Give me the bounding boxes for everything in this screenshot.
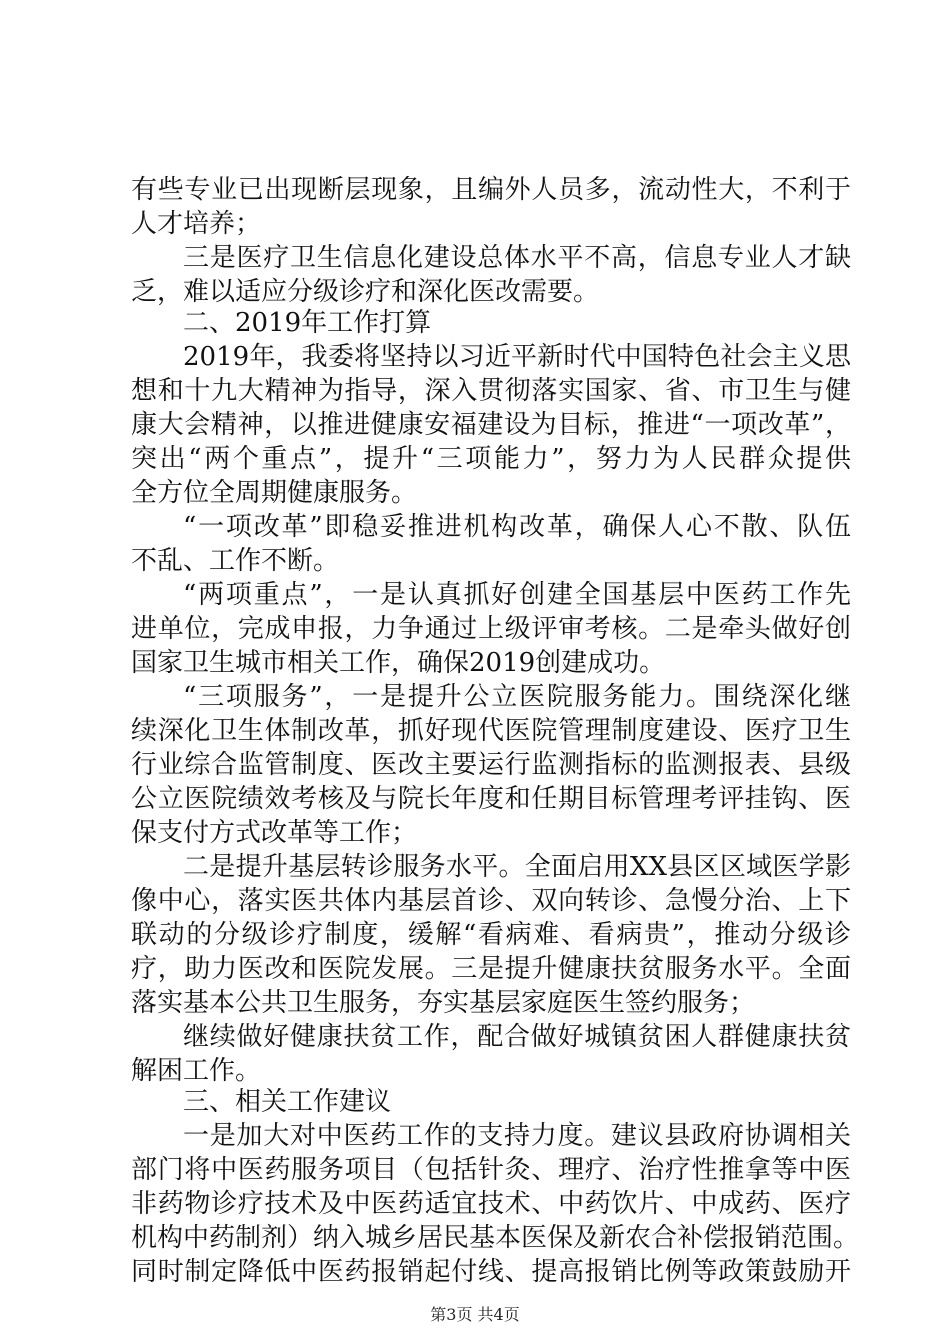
text-line: 保支付方式改革等工作； — [131, 818, 418, 848]
text-line: 公立医院绩效考核及与院长年度和任期目标管理考评挂钩、医 — [131, 784, 851, 814]
text-line: “一项改革”即稳妥推进机构改革，确保人心不散、队伍 — [183, 512, 851, 542]
text-line: 进单位，完成申报，力争通过上级评审考核。二是牵头做好创 — [131, 614, 851, 644]
text-line: 解困工作。 — [131, 1056, 262, 1086]
text-line: 继续做好健康扶贫工作，配合做好城镇贫困人群健康扶贫 — [183, 1022, 851, 1052]
text-line: “三项服务”，一是提升公立医院服务能力。围绕深化继 — [183, 682, 851, 712]
text-line: 突出“两个重点”，提升“三项能力”，努力为人民群众提供 — [131, 444, 851, 474]
text-line: 全方位全周期健康服务。 — [131, 478, 418, 508]
text-line: 有些专业已出现断层现象，且编外人员多，流动性大，不利于 — [131, 175, 851, 205]
text-line: 疗，助力医改和医院发展。三是提升健康扶贫服务水平。全面 — [131, 954, 851, 984]
text-line: 机构中药制剂）纳入城乡居民基本医保及新农合补偿报销范围。 — [131, 1223, 860, 1253]
text-line: 联动的分级诊疗制度，缓解“看病难、看病贵”，推动分级诊 — [131, 920, 851, 950]
text-line: 非药物诊疗技术及中医药适宜技术、中药饮片、中成药、医疗 — [131, 1189, 851, 1219]
text-line: 像中心，落实医共体内基层首诊、双向转诊、急慢分治、上下 — [131, 886, 851, 916]
text-line: 一是加大对中医药工作的支持力度。建议县政府协调相关 — [183, 1121, 851, 1151]
text-line: 同时制定降低中医药报销起付线、提高报销比例等政策鼓励开 — [131, 1257, 851, 1287]
text-line: 不乱、工作不断。 — [131, 546, 340, 576]
page-number-footer: 第3页 共4页 — [430, 1305, 520, 1324]
text-line: 行业综合监管制度、医改主要运行监测指标的监测报表、县级 — [131, 750, 851, 780]
text-line: 人才培养； — [131, 209, 262, 239]
section-heading: 三、相关工作建议 — [183, 1087, 392, 1117]
text-line: 国家卫生城市相关工作，确保2019创建成功。 — [131, 648, 666, 678]
text-line: 想和十九大精神为指导，深入贯彻落实国家、省、市卫生与健 — [131, 376, 851, 406]
text-line: 部门将中医药服务项目（包括针灸、理疗、治疗性推拿等中医 — [131, 1155, 851, 1185]
text-line: 2019年，我委将坚持以习近平新时代中国特色社会主义思 — [183, 342, 851, 372]
text-line: “两项重点”，一是认真抓好创建全国基层中医药工作先 — [183, 580, 851, 610]
text-line: 三是医疗卫生信息化建设总体水平不高，信息专业人才缺 — [183, 243, 851, 273]
text-line: 二是提升基层转诊服务水平。全面启用XX县区区域医学影 — [183, 852, 851, 882]
text-line: 续深化卫生体制改革，抓好现代医院管理制度建设、医疗卫生 — [131, 716, 851, 746]
text-line: 康大会精神，以推进健康安福建设为目标，推进“一项改革”， — [131, 410, 851, 440]
section-heading: 二、2019年工作打算 — [183, 308, 432, 338]
text-line: 落实基本公共卫生服务，夯实基层家庭医生签约服务； — [131, 988, 756, 1018]
text-line: 乏，难以适应分级诊疗和深化医改需要。 — [131, 277, 600, 307]
